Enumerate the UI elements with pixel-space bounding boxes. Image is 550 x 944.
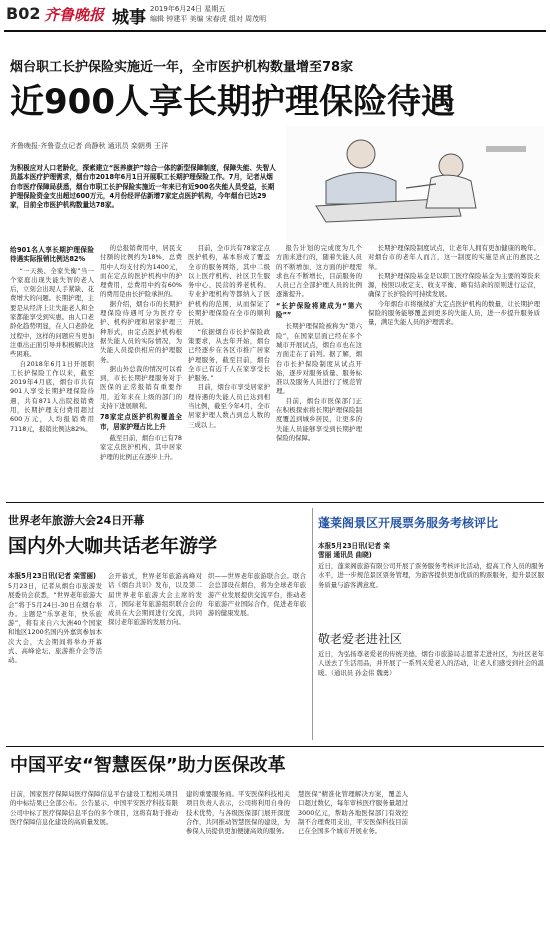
page-header bbox=[0, 0, 550, 32]
story3-headline: 中国平安“智慧医保”助力医保改革 bbox=[10, 755, 286, 776]
care-illustration bbox=[286, 126, 544, 246]
divider-vertical bbox=[312, 508, 313, 740]
story2 bbox=[6, 506, 308, 746]
box1-headline: 蓬莱阁景区开展票务服务考核评比 bbox=[318, 516, 499, 530]
story1-paragraph: 目前，全市共有78家定点医护机构，基本形成了覆盖全市的服务网络，其中二级以上医疗机构、社区卫生服务中心、民营的养老机构、专业护理机构等都纳入了医护机构的范围，从而保证了长期护理保险在全市的顺利开展。 bbox=[188, 244, 270, 327]
section-title: 城事 bbox=[112, 8, 146, 28]
story1-paragraph: “一天换、全家失衡”当一个家庭出现失能失智的老人后，立刻会出现人手紧缺、花费增大的问题。长期护理，主要是从经济上让失能老人和全家都能享受到实惠。由人口老龄化趋势明显，在人口老龄化过程中，这样的问题应当更加注重出正面引导并积极解决这些困难。 bbox=[10, 266, 94, 359]
story1-kicker: 烟台职工长护保险实施近一年，全市医护机构数量增至78家 bbox=[10, 60, 354, 75]
box1 bbox=[316, 506, 546, 624]
story2-col1: 5月23日，记者从烟台市旅游发展委员会获悉，“世界老年旅游大会”将于5月24日-30日在烟台举办。主题是“乐享老年，快乐旅游”，将有来自六大洲40个国家和地区1200名国内外嘉宾参加本次大会，大会期间将举办开幕式、高峰论坛、旅游推介会等活动。 bbox=[8, 582, 102, 665]
story1-paragraph: 报告计划的完成度为几个方面来进行的，随着失能人员的不断增加，这方面的护理需求也在不断增长，目前服务的人员已占全部护理人员的比例逐渐提升。 bbox=[276, 244, 362, 299]
story1-paragraph: 长期护理保险制度试点，让老年人拥有更加健康的晚年。对烟台市的老年人而言，这一制度的实施是真正的惠民之举。 bbox=[368, 244, 540, 271]
story1-subhead: 78家定点医护机构覆盖全市，居家护理占比上升 bbox=[100, 413, 182, 431]
story1-paragraph: 截至目前，烟台市已有78家定点医护机构，其中居家护理的比例正在逐步上升。 bbox=[100, 433, 182, 461]
story1-col3 bbox=[188, 244, 270, 494]
divider-1 bbox=[6, 502, 544, 503]
story2-headline: 国内外大咖共话老年游学 bbox=[8, 535, 218, 557]
story1-paragraph: 长期护理保险基金是以职工医疗保险基金为主要的筹资来源，按照以收定支、收支平衡、略有结余的原则进行运营，确保了长护险的可持续发展。 bbox=[368, 271, 540, 299]
box1-byline: 本报5月23日讯(记者 栾雪丽 通讯员 曲晓) bbox=[318, 542, 390, 560]
story1-paragraph: 据山外总裁的情况可以看到，市长长期护理服务对于医保的正常报销有重要作用，近年来在上级的部门的支持下进展顺利。 bbox=[100, 364, 182, 411]
story1-col4 bbox=[276, 244, 362, 494]
story1-byline: 齐鲁晚报·齐鲁壹点记者 尚静秋 通讯员 栾朝勇 王洋 bbox=[10, 142, 169, 150]
story1-paragraph: 长期护理保险被称为“第六险”，在国家层面已经在多个城市开展试点，烟台市也在这方面走在了前列。据了解，烟台市长护保险制度从试点开始，逐步对服务质量、服务标准以及服务人员进行了规范管理。 bbox=[276, 322, 362, 396]
story1-col2 bbox=[100, 244, 182, 494]
story2-kicker: 世界老年旅游大会24日开幕 bbox=[8, 514, 145, 527]
story1-paragraph: 目前，烟台市享受居家护理待遇的失能人员已达到相当比例，截至今年4月，全市居家护理人数占到总人数的三成以上。 bbox=[188, 383, 270, 429]
paper-logo: 齐鲁晚报 bbox=[44, 6, 105, 24]
story1-paragraph: 目前，烟台市医保部门正在积极探索将长期护理保险制度覆盖到城乡居民，让更多的失能人员能够享受到长期护理保险的保障。 bbox=[276, 396, 362, 442]
story2-byline: 本报5月23日讯(记者 栾雪丽) bbox=[8, 572, 97, 580]
story1-subhead: “长护保险将建成为“第六险”” bbox=[276, 301, 362, 320]
story1-paragraph: 据介绍，烟台市的长期护理保险待遇可分为医疗专护、机构护理和居家护理三种形式，由定点医护机构根据失能人员的实际情况，为失能人员提供相应的护理服务。 bbox=[100, 299, 182, 364]
story1-headline: 近900人享长期护理保险待遇 bbox=[10, 82, 455, 122]
story1-paragraph: 自2018年6月1日开展职工长护保险工作以来，截至2019年4月底，烟台市共有901人享受长期护理保险待遇，共有871人出院报销费用，长期护理支付费用超过600万元，人均报销费用7118元，报销比例达82%。 bbox=[10, 359, 94, 433]
story1-subhead: 给901名人享长期护理保险待遇实际报销比例达82% bbox=[10, 246, 94, 264]
box2 bbox=[316, 626, 546, 742]
divider-2 bbox=[6, 746, 544, 747]
box2-headline: 敬老爱老进社区 bbox=[318, 632, 403, 646]
story2-col2: 会开幕式，世界老年旅游高峰对话《烟台共识》发布，以及第二届世界老年旅游大会主席的发言，国际老年旅游组织联合会的成员在大会期间进行交流，共同探讨老年旅游的发展方向。 bbox=[108, 572, 202, 627]
story3-col3: 慧医保”精准化管理解决方案，覆盖人口超过数亿，每年审核医疗服务量超过3000亿元，帮助各地医保部门有效控制不合理费用支出，平安医保科技目前已在全国多个城市开展业务。 bbox=[298, 790, 408, 836]
story1-paragraph: “依据烟台市长护保险政策要求，从去年开始，烟台已经逐步在各区市推广居家护理服务，截至目前，烟台全市已有近千人在家享受长护服务。” bbox=[188, 327, 270, 383]
story1-col1 bbox=[10, 244, 94, 494]
box1-body: 近日，蓬莱阁旅游有限公司开展了票务服务考核评比活动，提高工作人员的服务水平，进一步规范景区票务管理，为游客提供更加优质的购票服务，提升景区服务质量与游客满意度。 bbox=[318, 562, 544, 589]
story3-col2: 建的重要服务商。平安医保科技相关项目负责人表示，公司将利用自身的技术优势，与各级医保部门展开深度合作，共同推动智慧医保的建设，为参保人员提供更加便捷高效的服务。 bbox=[186, 790, 290, 836]
header-rule bbox=[4, 30, 546, 32]
story1-col5 bbox=[368, 244, 540, 494]
story1-paragraph: 的总报销费用中，居民支付额的比例约为18%，总费用中人均支付约为1400元，而在定点的医护机构中的护理费用，总费用中约有60%的费用是由长护险承担的。 bbox=[100, 244, 182, 299]
story3-col1: 日前，国家医疗保障局医疗保障信息平台建设工程相关项目的中标结果已全部公布。公告显示，中国平安医疗科技有限公司中标了医疗保障信息平台的多个项目，这将有助于推动医疗保障信息化建设的高质量发展。 bbox=[10, 790, 178, 826]
header-meta: 2019年6月24日 星期五 编辑 钟建平 美编 宋春虎 组对 周茂明 bbox=[150, 5, 267, 23]
box2-body: 近日，为弘扬尊老爱老的传统美德，烟台市旅游局志愿者走进社区，为社区老年人送去了生活用品，并开展了一系列关爱老人的活动，让老人们感受到社会的温暖。（通讯员 孙金伟 魏勇） bbox=[318, 650, 544, 677]
story1-paragraph: 今年烟台市将继续扩大定点医护机构的数量，让长期护理保险的服务能够覆盖到更多的失能人员，进一步提升服务质量，满足失能人员的护理需求。 bbox=[368, 299, 540, 327]
story1-lead: 为积极应对人口老龄化，探索建立“医养康护”综合一体的新型保障制度，保障失能、失智人员基本医疗护理需求，烟台市2018年6月1日开展职工长期护理保险工作。7月，记者从烟台市医疗保障局获悉，烟台市职工长护保险实施近一年来已有近900名失能人员受益，长期护理保险资金支出超过600万元，4月份经评估新增7家定点医护机构，今年烟台已达29家，目前全市医护机构数量达78家。 bbox=[10, 164, 276, 210]
story2-col3: 织——世界老年旅游联合会。联合会总部设在烟台，将为全球老年旅游产业发展提供交流平台，推动老年旅游产业国际合作，促进老年旅游的健康发展。 bbox=[208, 572, 306, 618]
page-number: B02 bbox=[6, 4, 41, 23]
